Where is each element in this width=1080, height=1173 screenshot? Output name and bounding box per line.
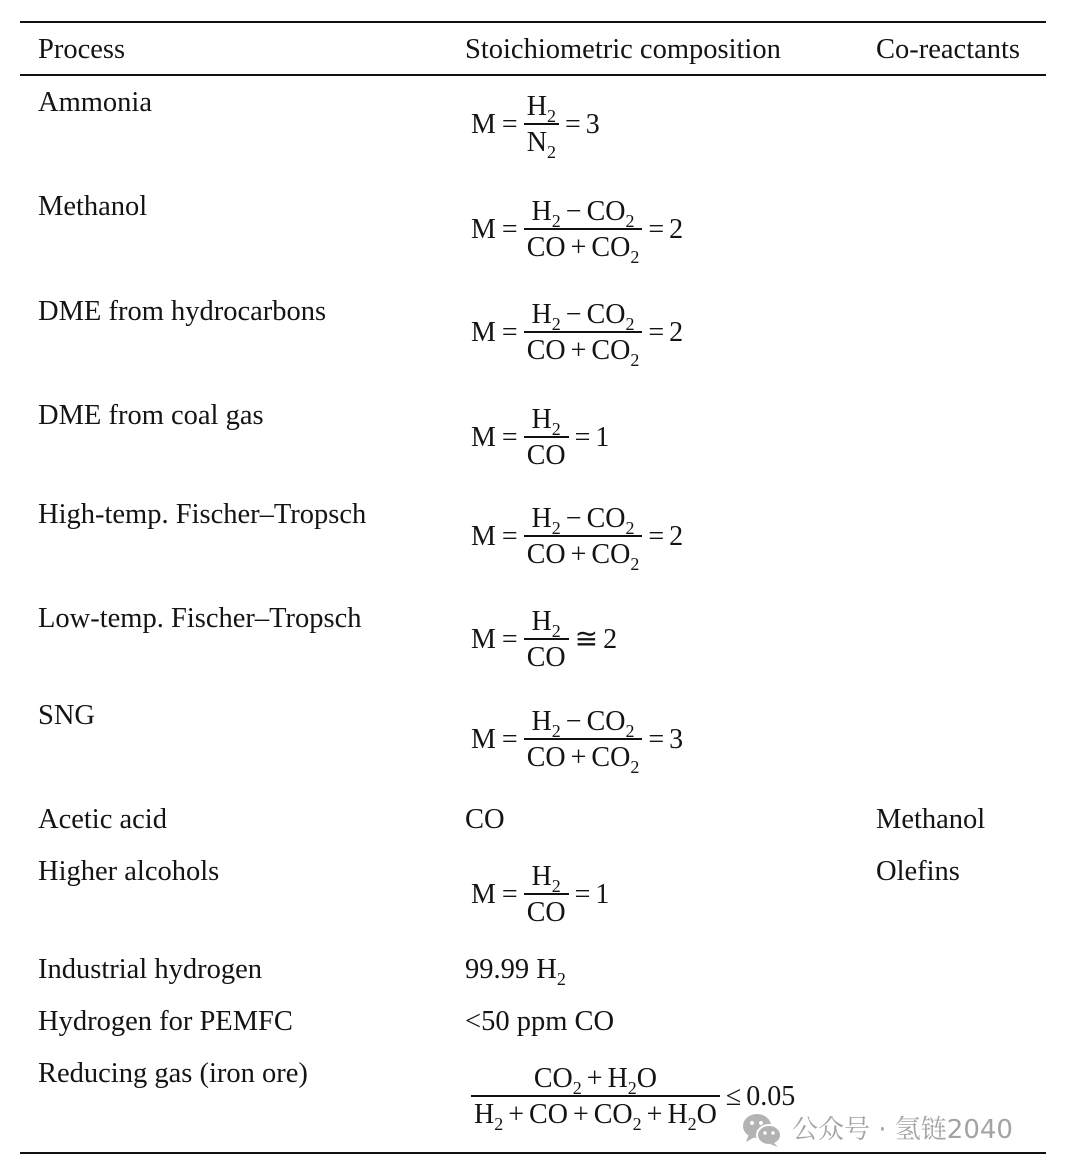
header-process: Process: [38, 34, 126, 65]
subscript: 2: [625, 721, 635, 741]
equals-sign: =: [501, 317, 518, 348]
math-operator: +: [570, 232, 587, 263]
stoichiometric-formula: [471, 503, 684, 574]
relation-sign: =: [648, 317, 665, 348]
subscript: 2: [556, 969, 566, 989]
subscript: 2: [632, 1114, 642, 1134]
process-name: Acetic acid: [38, 804, 167, 835]
math-token: H: [531, 299, 552, 330]
math-token: CO: [526, 335, 566, 366]
math-token: H: [526, 91, 547, 122]
math-token: CO: [533, 1063, 573, 1094]
math-token: H: [667, 1099, 688, 1130]
subscript: 2: [551, 314, 561, 334]
fraction: [471, 1063, 720, 1134]
ratio-value: 0.05: [746, 1081, 796, 1112]
subscript: 2: [687, 1114, 697, 1134]
math-token: H: [531, 503, 552, 534]
math-token: CO: [591, 335, 631, 366]
math-token: CO: [526, 742, 566, 773]
stoichiometric-formula: [471, 91, 600, 162]
math-operator: +: [570, 539, 587, 570]
math-token: CO: [586, 503, 626, 534]
math-token: H: [531, 196, 552, 227]
numerator: [529, 861, 564, 896]
relation-sign: =: [648, 214, 665, 245]
subscript: 2: [625, 314, 635, 334]
composition-text: [465, 953, 566, 987]
math-token: H: [531, 404, 552, 435]
ratio-value: 1: [595, 422, 610, 453]
math-token: CO: [591, 742, 631, 773]
ratio-value: 2: [669, 214, 684, 245]
math-token: 99.99 H: [465, 954, 557, 985]
subscript: 2: [551, 721, 561, 741]
subscript: 2: [551, 419, 561, 439]
relation-sign: ≅: [574, 624, 599, 655]
process-name: Reducing gas (iron ore): [38, 1058, 308, 1089]
subscript: 2: [630, 554, 640, 574]
process-name: Higher alcohols: [38, 856, 220, 887]
ratio-value: 3: [585, 109, 600, 140]
math-operator: −: [565, 706, 582, 737]
denominator: [524, 438, 569, 471]
math-token: O: [696, 1099, 717, 1130]
ratio-value: 2: [669, 521, 684, 552]
numerator: [529, 503, 638, 538]
math-operator: +: [570, 742, 587, 773]
math-token: CO: [591, 232, 631, 263]
subscript: 2: [551, 211, 561, 231]
equals-sign: =: [501, 624, 518, 655]
subscript: 2: [630, 757, 640, 777]
lhs-variable: M: [471, 214, 496, 245]
lhs-variable: M: [471, 724, 496, 755]
subscript: 2: [551, 518, 561, 538]
math-operator: +: [570, 335, 587, 366]
subscript: 2: [625, 518, 635, 538]
math-token: CO: [591, 539, 631, 570]
relation-sign: =: [648, 521, 665, 552]
math-token: H: [474, 1099, 495, 1130]
math-token: CO: [586, 706, 626, 737]
math-token: <50 ppm CO: [465, 1006, 615, 1037]
denominator: [524, 125, 559, 162]
table-bottom-rule: [20, 1152, 1046, 1154]
stoichiometric-formula: [471, 196, 684, 267]
watermark-text: 公众号 · 氢链2040: [792, 1115, 1013, 1145]
stoichiometric-formula: [471, 862, 609, 928]
denominator: [471, 1097, 720, 1134]
stoichiometric-formula: [471, 706, 684, 777]
process-name: Hydrogen for PEMFC: [38, 1006, 293, 1037]
subscript: 2: [625, 211, 635, 231]
fraction: [524, 706, 643, 777]
composition-text: [465, 803, 505, 837]
header-stoichiometric-composition: Stoichiometric composition: [465, 34, 781, 65]
relation-sign: =: [574, 422, 591, 453]
math-token: CO: [593, 1099, 633, 1130]
numerator: [529, 706, 638, 741]
math-token: CO: [529, 1099, 568, 1130]
wechat-icon: [742, 1112, 782, 1148]
denominator: [524, 333, 643, 370]
math-token: H: [531, 861, 552, 892]
math-token: CO: [526, 440, 566, 471]
fraction: [524, 503, 643, 574]
numerator: [529, 606, 564, 641]
subscript: 2: [546, 142, 556, 162]
denominator: [524, 740, 643, 777]
numerator: [524, 91, 559, 126]
stoichiometric-formula: [471, 607, 617, 673]
math-token: CO: [526, 642, 566, 673]
relation-sign: =: [574, 879, 591, 910]
math-token: CO: [586, 196, 626, 227]
process-name: SNG: [38, 700, 96, 731]
header-co-reactants: Co-reactants: [876, 34, 1021, 65]
subscript: 2: [627, 1078, 637, 1098]
numerator: [529, 299, 638, 334]
process-name: High-temp. Fischer–Tropsch: [38, 499, 367, 530]
lhs-variable: M: [471, 422, 496, 453]
math-token: CO: [526, 232, 566, 263]
composition-text: [465, 1005, 614, 1039]
process-name: Low-temp. Fischer–Tropsch: [38, 603, 362, 634]
math-operator: +: [508, 1099, 525, 1130]
math-operator: +: [586, 1063, 603, 1094]
equals-sign: =: [501, 109, 518, 140]
relation-sign: ≤: [725, 1081, 742, 1112]
relation-sign: =: [564, 109, 581, 140]
fraction: [524, 196, 643, 267]
math-token: H: [531, 606, 552, 637]
ratio-value: 2: [669, 317, 684, 348]
math-operator: +: [572, 1099, 589, 1130]
equals-sign: =: [501, 422, 518, 453]
math-token: H: [607, 1063, 628, 1094]
lhs-variable: M: [471, 879, 496, 910]
denominator: [524, 640, 569, 673]
denominator: [524, 230, 643, 267]
subscript: 2: [572, 1078, 582, 1098]
math-token: CO: [465, 804, 505, 835]
lhs-variable: M: [471, 521, 496, 552]
lhs-variable: M: [471, 109, 496, 140]
numerator: [529, 196, 638, 231]
process-name: Methanol: [38, 191, 148, 222]
math-token: CO: [586, 299, 626, 330]
math-token: CO: [526, 539, 566, 570]
ratio-value: 1: [595, 879, 610, 910]
math-operator: −: [565, 299, 582, 330]
subscript: 2: [546, 106, 556, 126]
process-name: DME from hydrocarbons: [38, 296, 327, 327]
fraction: [524, 405, 569, 471]
equals-sign: =: [501, 724, 518, 755]
math-operator: +: [646, 1099, 663, 1130]
denominator: [524, 895, 569, 928]
stoichiometric-formula: [471, 405, 609, 471]
subscript: 2: [494, 1114, 504, 1134]
process-name: DME from coal gas: [38, 400, 264, 431]
ratio-value: 2: [603, 624, 618, 655]
ratio-value: 3: [669, 724, 684, 755]
math-token: H: [531, 706, 552, 737]
coreactant: Olefins: [876, 856, 960, 887]
subscript: 2: [630, 247, 640, 267]
fraction: [524, 91, 559, 162]
process-name: Industrial hydrogen: [38, 954, 262, 985]
subscript: 2: [630, 350, 640, 370]
equals-sign: =: [501, 879, 518, 910]
coreactant: Methanol: [876, 804, 986, 835]
subscript: 2: [551, 621, 561, 641]
math-token: O: [636, 1063, 658, 1094]
denominator: [524, 537, 643, 574]
math-operator: −: [565, 196, 582, 227]
numerator: [531, 1063, 660, 1098]
lhs-variable: M: [471, 317, 496, 348]
watermark: [742, 1110, 1013, 1150]
numerator: [529, 404, 564, 439]
math-token: N: [526, 127, 547, 158]
equals-sign: =: [501, 214, 518, 245]
fraction: [524, 862, 569, 928]
equals-sign: =: [501, 521, 518, 552]
math-token: CO: [526, 897, 566, 928]
fraction: [524, 607, 569, 673]
math-operator: −: [565, 503, 582, 534]
lhs-variable: M: [471, 624, 496, 655]
subscript: 2: [551, 876, 561, 896]
stoichiometric-formula: [471, 299, 684, 370]
process-name: Ammonia: [38, 87, 152, 118]
fraction: [524, 299, 643, 370]
relation-sign: =: [648, 724, 665, 755]
